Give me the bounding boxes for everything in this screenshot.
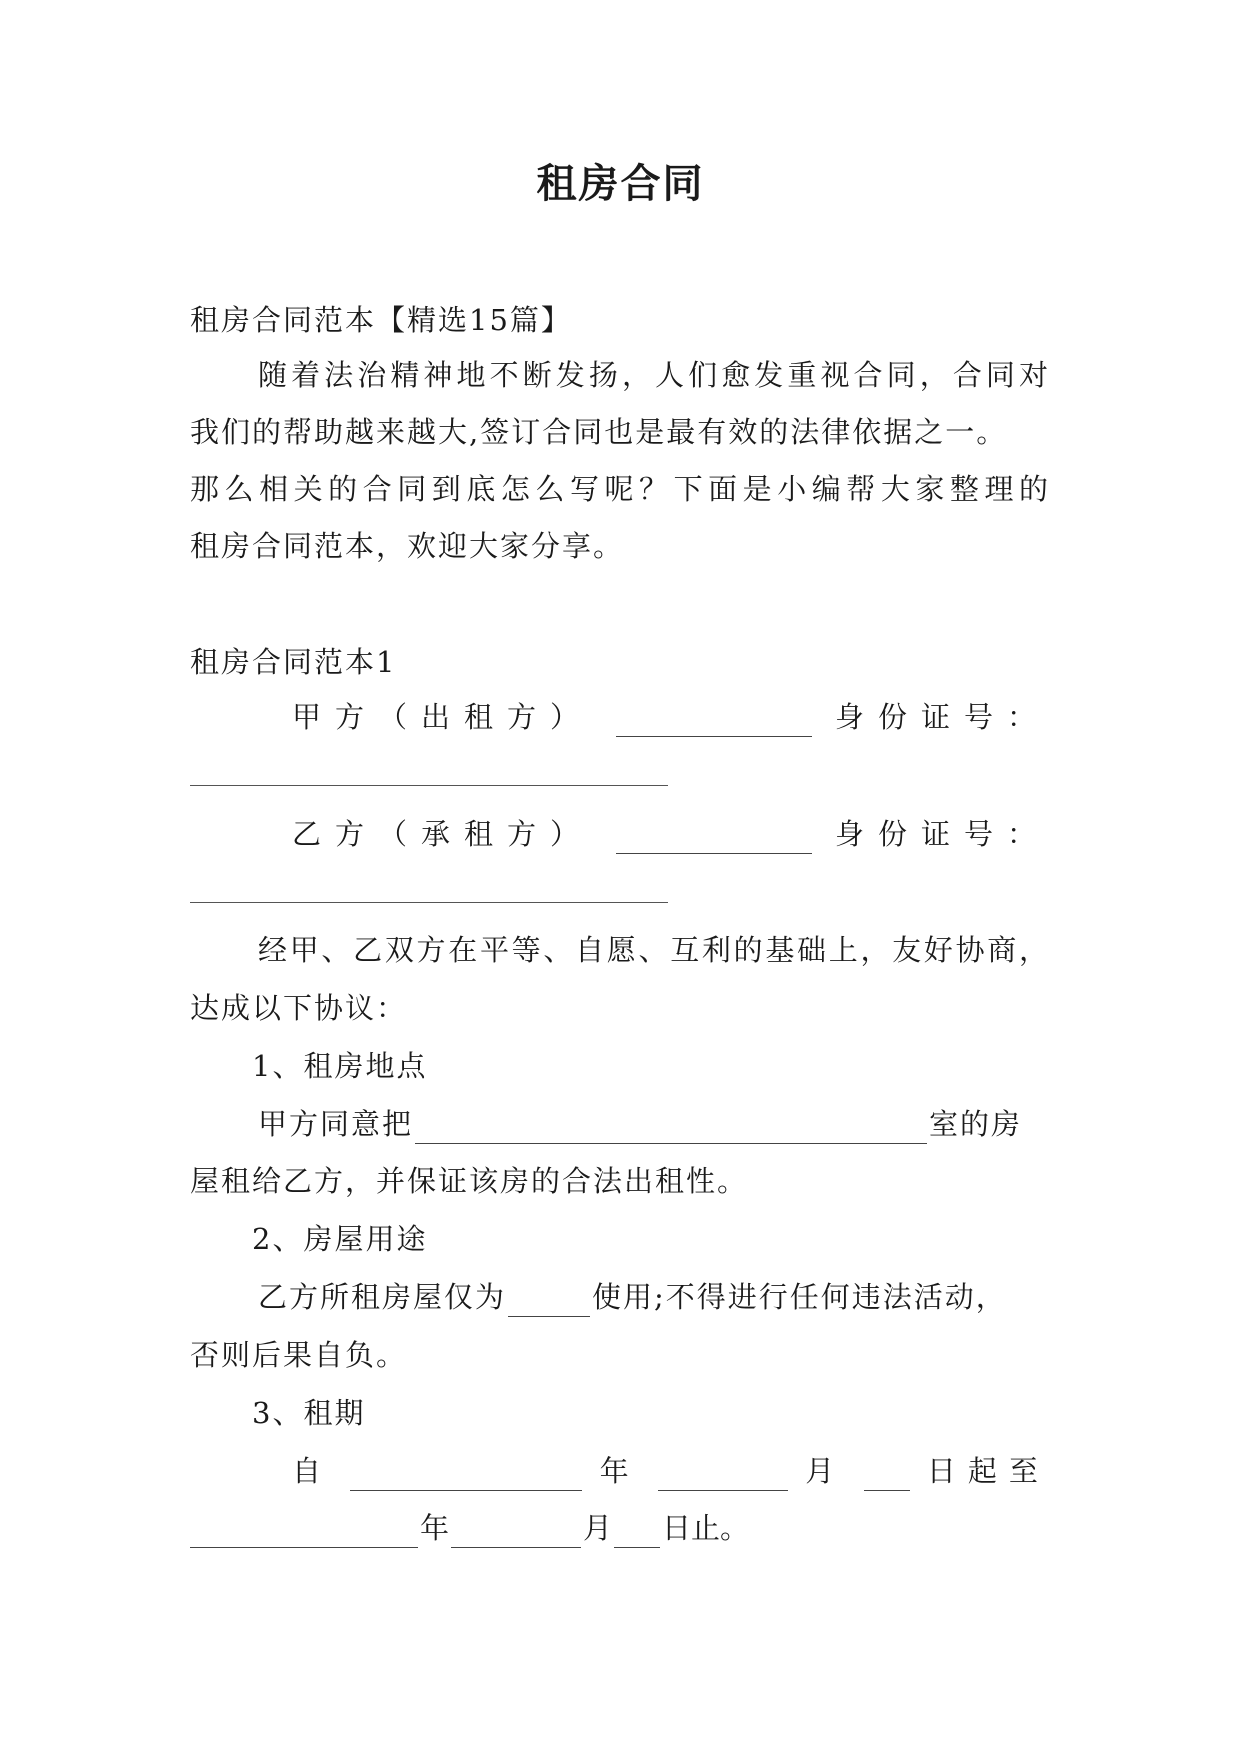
party-a-id-blank[interactable] (190, 785, 668, 786)
party-b-id-blank[interactable] (190, 902, 668, 903)
clause-3-year-label: 年 (599, 1454, 641, 1488)
clause-2-use-blank[interactable] (508, 1288, 590, 1317)
clause-2-heading: 2、房屋用途 (252, 1222, 428, 1256)
clause-1-before: 甲方同意把 (258, 1107, 414, 1141)
intro-line-4: 租房合同范本，欢迎大家分享。 (190, 529, 625, 563)
clause-3-year2-label: 年 (420, 1511, 450, 1545)
clause-1-cont: 屋租给乙方，并保证该房的合法出租性。 (190, 1164, 749, 1198)
intro-line-3: 那么相关的合同到底怎么写呢？下面是小编帮大家整理的 (190, 472, 1050, 506)
clause-3-day-to: 日止。 (662, 1511, 750, 1545)
intro-line-1: 随着法治精神地不断发扬，人们愈发重视合同，合同对 (258, 358, 1050, 392)
agreement-line-1: 经甲、乙双方在平等、自愿、互利的基础上，友好协商， (258, 933, 1050, 967)
clause-2-cont: 否则后果自负。 (190, 1338, 408, 1372)
clause-3-end-year-blank[interactable] (190, 1519, 418, 1548)
party-b-name-blank[interactable] (616, 825, 812, 854)
clause-3-end-month-blank[interactable] (451, 1519, 581, 1548)
party-a-name-blank[interactable] (616, 708, 812, 737)
section-title: 租房合同范本1 (190, 645, 397, 679)
agreement-line-2: 达成以下协议： (190, 991, 408, 1025)
party-b-label: 乙方（承租方） (292, 817, 594, 851)
clause-3-start-month-blank[interactable] (658, 1462, 788, 1491)
clause-3-heading: 3、租期 (252, 1396, 366, 1430)
clause-3-start-year-blank[interactable] (350, 1462, 582, 1491)
clause-1-heading: 1、租房地点 (252, 1049, 428, 1083)
intro-line-2: 我们的帮助越来越大,签订合同也是最有效的法律依据之一。 (190, 415, 1008, 449)
clause-1-address-blank[interactable] (415, 1115, 927, 1144)
party-a-label: 甲方（出租方） (292, 700, 594, 734)
clause-3-row-1 (190, 1451, 1050, 1491)
clause-3-end-day-blank[interactable] (614, 1519, 660, 1548)
clause-3-from: 自 (292, 1454, 334, 1488)
clause-3-day-from: 日起至 (926, 1454, 1050, 1488)
document-title: 租房合同 (536, 160, 705, 207)
clause-1-after: 室的房 (929, 1107, 1023, 1141)
clause-3-start-day-blank[interactable] (864, 1462, 910, 1491)
clause-2-after: 使用;不得进行任何违法活动， (592, 1280, 1007, 1314)
clause-3-month2-label: 月 (583, 1511, 613, 1545)
clause-1-row (190, 1104, 1050, 1144)
clause-3-month-label: 月 (805, 1454, 847, 1488)
party-a-id-label: 身份证号： (834, 700, 1050, 734)
party-a-row (190, 697, 1050, 737)
clause-2-before: 乙方所租房屋仅为 (258, 1280, 507, 1314)
document-subtitle: 租房合同范本【精选15篇】 (190, 303, 572, 337)
clause-3-row-2 (190, 1508, 1050, 1548)
party-b-row (190, 814, 1050, 854)
clause-2-row (190, 1277, 1050, 1317)
party-b-id-label: 身份证号： (834, 817, 1050, 851)
